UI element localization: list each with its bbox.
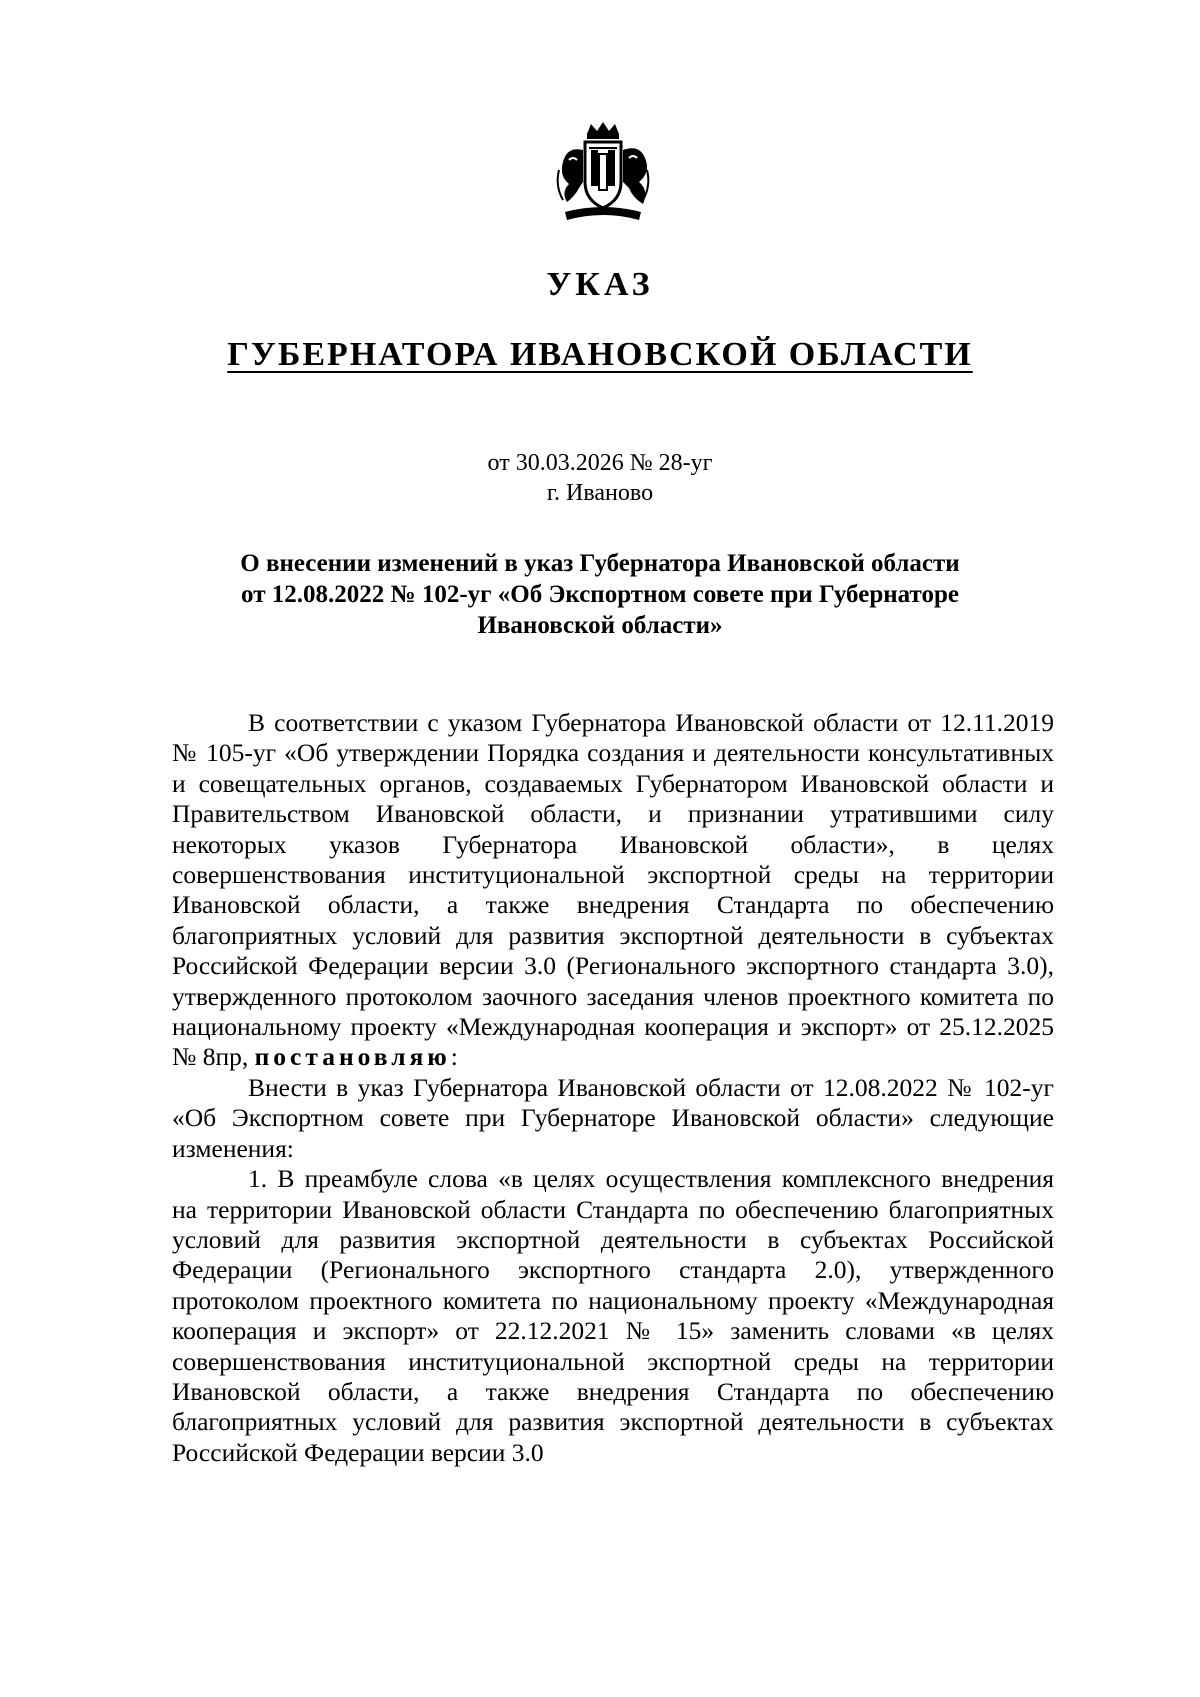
document-body <box>172 708 1054 1468</box>
preamble-text: В соответствии с указом Губернатора Ивановской области от 12.11.2019 № 105-уг «Об утверждении Порядка создания и деятельности консультативных и совещательных органов, создаваемых Губернатором Ивановской области и Правительством Ивановской области, и признании утратившими силу некоторых указов Губернатора Ивановской области», в целях совершенствования институциональной экспортной среды на территории Ивановской области, а также внедрения Стандарта по обеспечению благоприятных условий для развития экспортной деятельности в субъектах Российской Федерации версии 3.0 (Регионального экспортного стандарта 3.0), утвержденного протоколом заочного заседания членов проектного комитета по национальному проекту «Международная кооперация и экспорт» от 25.12.2025 № 8пр, <box>172 708 1054 1072</box>
heading-line-1: О внесении изменений в указ Губернатора Ивановской области <box>240 550 960 577</box>
date-number: от 30.03.2026 № 28-уг <box>487 450 713 476</box>
city: г. Иваново <box>546 480 654 506</box>
decree-word: постановляю <box>254 1042 451 1072</box>
coat-of-arms-icon <box>553 120 653 224</box>
document-subtitle: ГУБЕРНАТОРА ИВАНОВСКОЙ ОБЛАСТИ <box>227 336 973 373</box>
paragraph-preamble <box>172 708 1054 1073</box>
paragraph-amendments-intro: Внести в указ Губернатора Ивановской области от 12.08.2022 № 102-уг «Об Экспортном совете при Губернаторе Ивановской области» следующие изменения: <box>172 1072 1054 1163</box>
heading-line-2: от 12.08.2022 № 102-уг «Об Экспортном совете при Губернаторе <box>241 581 959 608</box>
paragraph-item-1: 1. В преамбуле слова «в целях осуществления комплексного внедрения на территории Ивановской области Стандарта по обеспечению благоприятных условий для развития экспортной деятельности в субъектах Российской Федерации (Регионального экспортного стандарта 2.0), утвержденного протоколом проектного комитета по национальному проекту «Международная кооперация и экспорт» от 22.12.2021 № 15» заменить словами «в целях совершенствования институциональной экспортной среды на территории Ивановской области, а также внедрения Стандарта по обеспечению благоприятных условий для развития экспортной деятельности в субъектах Российской Федерации версии 3.0 <box>172 1164 1054 1467</box>
preamble-end: : <box>450 1042 458 1072</box>
heading-line-3: Ивановской области» <box>477 612 723 639</box>
document-heading <box>140 548 1060 641</box>
document-dateline <box>0 448 1200 508</box>
document-title: УКАЗ <box>546 266 654 303</box>
